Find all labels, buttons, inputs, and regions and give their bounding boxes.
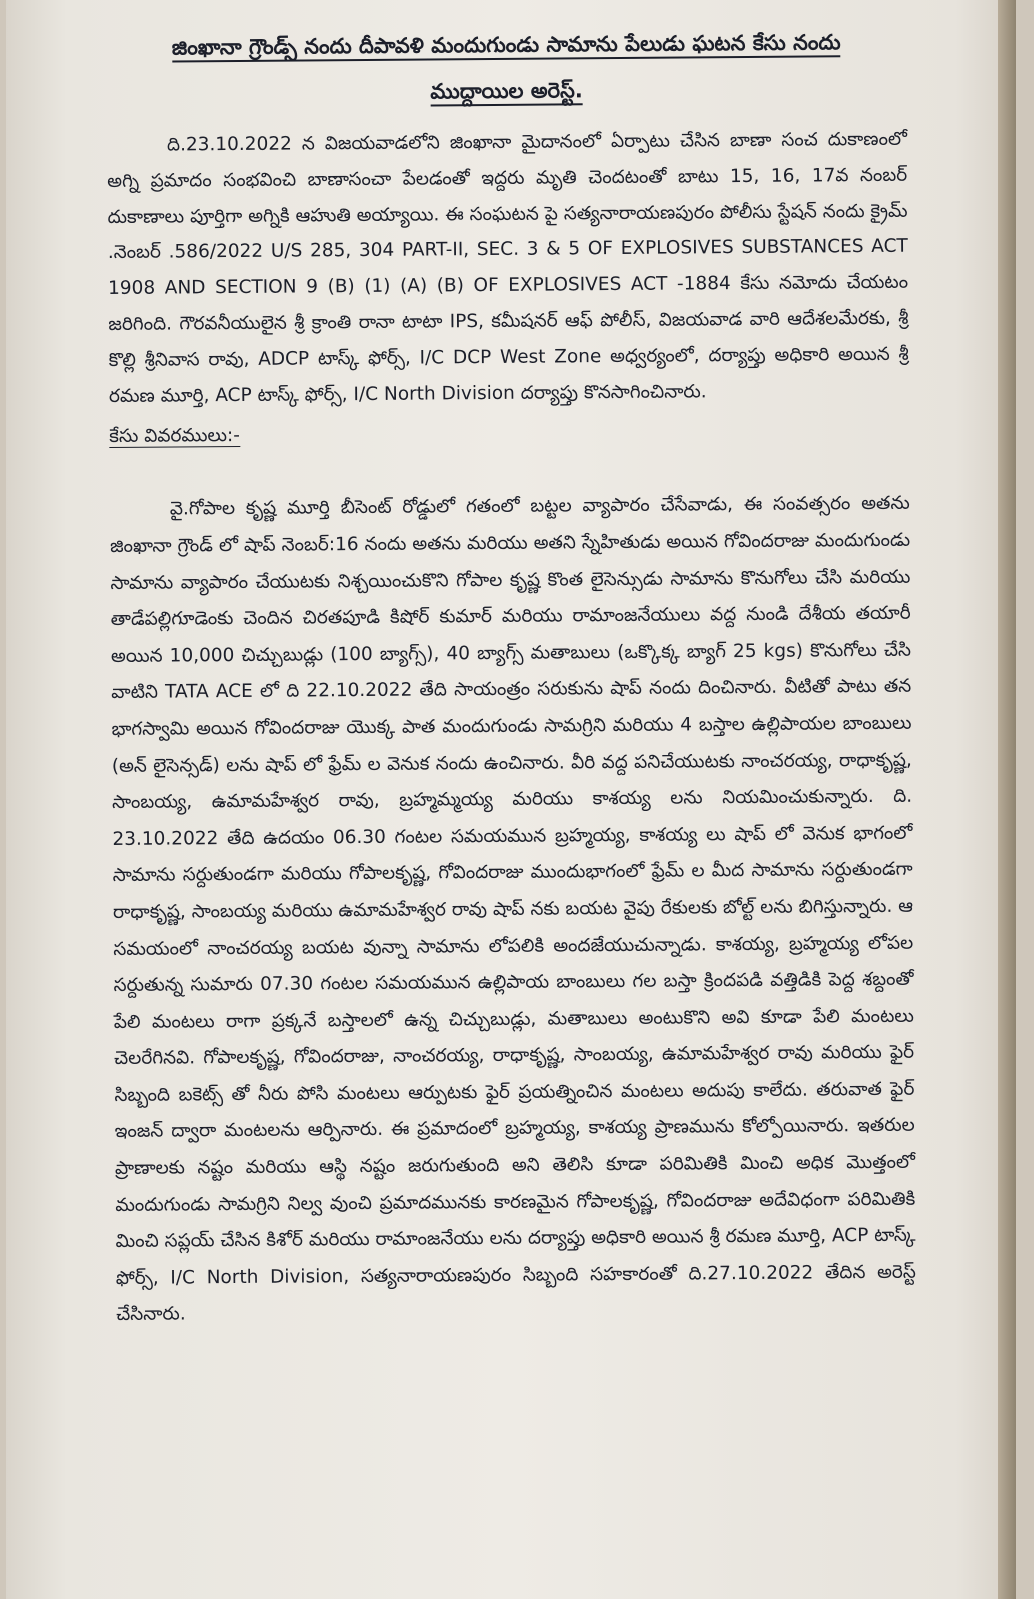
document-page: [6, 0, 1016, 1599]
section-label-case-details: కేసు వివరములు:-: [109, 425, 240, 448]
document-title-line-2: ముద్దాయిల అరెస్ట్.: [106, 68, 906, 114]
document-title-line-1: జింఖానా గ్రౌండ్స్ నందు దీపావళి మందుగుండు సామాను పేలుడు ఘటన కేసు నందు: [106, 22, 906, 68]
paragraph-incident-summary: ది.23.10.2022 న విజయవాడలోని జింఖానా మైదానంలో ఏర్పాటు చేసిన బాణా సంచ దుకాణంలో అగ్ని ప్రమాదం సంభవించి బాణాసంచా పేలడంతో ఇద్దరు మృతి చెందటంతో బాటు 15, 16, 17వ నంబర్ దుకాణాలు పూర్తిగా అగ్నికి ఆహుతి అయ్యాయి. ఈ సంఘటన పై సత్యనారాయణపురం పోలీసు స్టేషన్ నందు క్రైమ్ .నెంబర్ .586/2022 U/S 285, 304 PART-II, SEC. 3 & 5 OF EXPLOSIVES SUBSTANCES ACT 1908 AND SECTION 9 (B) (1) (A) (B) OF EXPLOSIVES ACT -1884 కేసు నమోదు చేయటం జరిగింది. గౌరవనీయులైన శ్రీ క్రాంతి రానా టాటా IPS, కమీషనర్ ఆఫ్ పోలీస్, విజయవాడ వారి ఆదేశలమేరకు, శ్రీ కొల్లి శ్రీనివాస రావు, ADCP టాస్క్ ఫోర్స్, I/C DCP West Zone అధ్వర్యంలో, దర్యాప్తు అధికారి అయిన శ్రీ రమణ మూర్తి, ACP టాస్క్ ఫోర్స్, I/C North Division దర్యాప్తు కొనసాగించినారు.: [107, 128, 909, 407]
document-body: [106, 16, 916, 1334]
paragraph-case-details: వై.గోపాల కృష్ణ మూర్తి బీసెంట్ రోడ్డులో గతంలో బట్టల వ్యాపారం చేసేవాడు, ఈ సంవత్సరం అతను జింఖానా గ్రౌండ్ లో షాప్ నెంబర్:16 నందు అతను మరియు అతని స్నేహితుడు అయిన గోవిందరాజు మందుగుండు సామాను వ్యాపారం చేయుటకు నిశ్చయించుకొని గోపాల కృష్ణ కొంత లైసెన్సుడు సామాను కొనుగోలు చేసి మరియు తాడేపల్లిగూడెంకు చెందిన చిరతపూడి కిషోర్ కుమార్ మరియు రామాంజనేయులు వద్ద నుండి దేశీయ తయారీ అయిన 10,000 చిచ్చుబుడ్లు (100 బ్యాగ్స్), 40 బ్యాగ్స్ మతాబులు (ఒక్కొక్క బ్యాగ్ 25 kgs) కొనుగోలు చేసి వాటిని TATA ACE లో ది 22.10.2022 తేది సాయంత్రం సరుకును షాప్ నందు దించినారు. వీటితో పాటు తన భాగస్వామి అయిన గోవిందరాజు యొక్క పాత మందుగుండు సామగ్రిని మరియు 4 బస్తాల ఉల్లిపాయల బాంబులు (అన్ లైసెన్సడ్) లను షాప్ లో ఫ్రేమ్ ల వెనుక నందు ఉంచినారు. వీరి వద్ద పనిచేయుటకు నాంచరయ్య, రాధాకృష్ణ, సాంబయ్య, ఉమామహేశ్వర రావు, బ్రహ్మమ్మయ్య మరియు కాశయ్య లను నియమించుకున్నారు. ది. 23.10.2022 తేది ఉదయం 06.30 గంటల సమయమున బ్రహ్మయ్య, కాశయ్య లు షాప్ లో వెనుక భాగంలో సామాను సర్దుతుండగా మరియు గోపాలకృష్ణ, గోవిందరాజు ముందుభాగంలో ఫ్రేమ్ ల మీద సామాను సర్దుతుండగా రాధాకృష్ణ, సాంబయ్య మరియు ఉమామహేశ్వర రావు షాప్ నకు బయట వైపు రేకులకు బోల్ట్ లను బిగిస్తున్నారు. ఆ సమయంలో నాంచరయ్య బయట వున్నా సామాను లోపలికి అందజేయుచున్నాడు. కాశయ్య, బ్రహ్మయ్య లోపల సర్దుతున్న సుమారు 07.30 గంటల సమయమున ఉల్లిపాయ బాంబులు గల బస్తా క్రిందపడి వత్తిడికి పెద్ద శబ్దంతో పేలి మంటలు రాగా ప్రక్కనే బస్తాలలో ఉన్న చిచ్చుబుడ్లు, మతాబులు అంటుకొని అవి కూడా పేలి మంటలు చెలరేగినవి. గోపాలకృష్ణ, గోవిందరాజు, నాంచరయ్య, రాధాకృష్ణ, సాంబయ్య, ఉమామహేశ్వర రావు మరియు ఫైర్ సిబ్బంది బకెట్స్ తో నీరు పోసి మంటలు ఆర్పుటకు ఫైర్ ప్రయత్నించిన మంటలు అదుపు కాలేదు. తరువాత ఫైర్ ఇంజన్ ద్వారా మంటలను ఆర్పినారు. ఈ ప్రమాదంలో బ్రహ్మయ్య, కాశయ్య ప్రాణమును కోల్పోయినారు. ఇతరుల ప్రాణాలకు నష్టం మరియు ఆస్థి నష్టం జరుగుతుంది అని తెలిసి కూడా పరిమితికి మించి అధిక మొత్తంలో మందుగుండు సామగ్రిని నిల్వ వుంచి ప్రమాదమునకు కారణమైన గోపాలకృష్ణ, గోవిందరాజు అదేవిధంగా పరిమితికి మించి సప్లయ్ చేసిన కిశోర్ మరియు రామాంజనేయు లను దర్యాప్తు అధికారి అయిన శ్రీ రమణ మూర్తి, ACP టాస్క్ ఫోర్స్, I/C North Division, సత్యనారాయణపురం సిబ్బంది సహకారంతో ది.27.10.2022 తేదిన అరెస్ట్ చేసినారు.: [110, 493, 916, 1326]
page-edge-shadow: [998, 0, 1016, 1599]
